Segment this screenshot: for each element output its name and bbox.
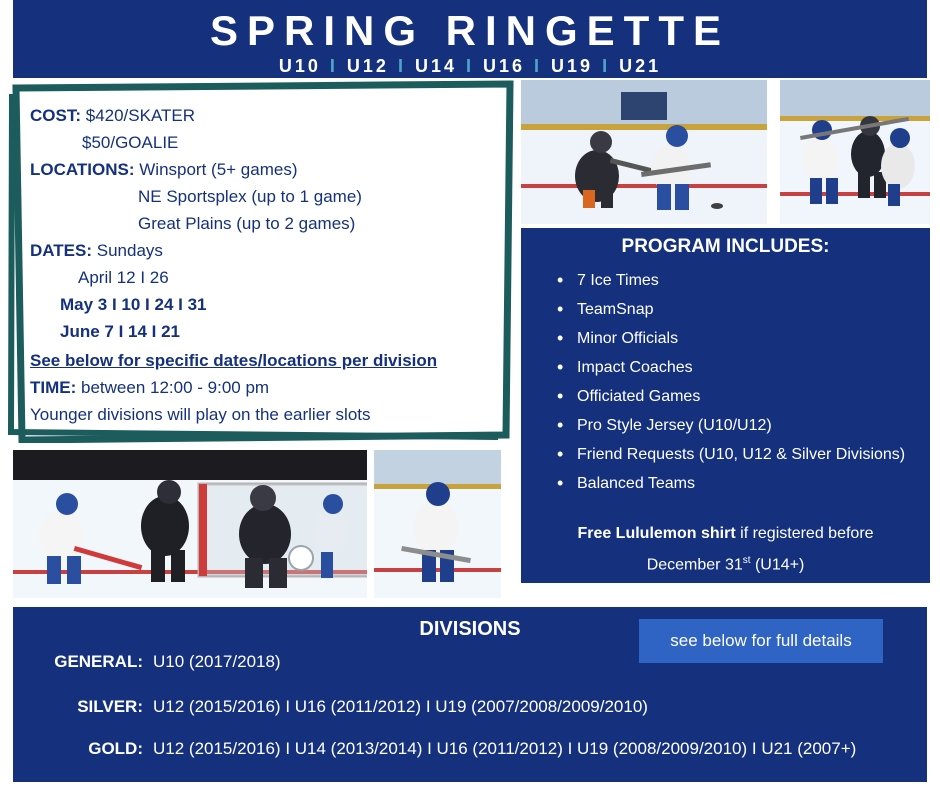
header-division-u10: U10 <box>278 56 321 76</box>
program-info-box <box>8 80 516 443</box>
list-item: • Balanced Teams <box>557 469 930 498</box>
list-item: • Officiated Games <box>557 382 930 411</box>
division-value-gold: U12 (2015/2016) I U14 (2013/2014) I U16 (2011/2012) I U19 (2008/2009/2010) I U21 (2007+) <box>153 739 857 758</box>
promo-eligibility: (U14+) <box>750 556 805 574</box>
program-includes-list <box>521 266 930 498</box>
location-2-row <box>30 183 500 210</box>
promo-deadline: December 31 <box>646 556 743 574</box>
dates-row <box>30 237 500 264</box>
list-item: • 7 Ice Times <box>557 266 930 295</box>
dates-april-row <box>30 264 500 291</box>
table-row <box>13 697 927 717</box>
photo-ringette-action-2 <box>780 80 930 224</box>
location-3-row <box>30 210 500 237</box>
header-separator: I <box>397 56 406 76</box>
list-item: • Friend Requests (U10, U12 & Silver Divisions) <box>557 440 930 469</box>
locations-row <box>30 156 500 183</box>
cost-goalie-row <box>30 129 500 156</box>
header-division-u12: U12 <box>346 56 389 76</box>
goalie-save-photo-icon <box>13 450 367 598</box>
dates-label: DATES: <box>30 241 93 260</box>
promo-line-1 <box>521 520 930 547</box>
promo-line-2 <box>521 547 930 578</box>
division-value-general: U10 (2017/2018) <box>153 652 281 671</box>
cost-row <box>30 102 500 129</box>
header-division-u14: U14 <box>414 56 457 76</box>
division-label-gold: GOLD: <box>88 739 143 758</box>
skater-photo-icon <box>374 450 501 598</box>
ice-rink-photo-icon <box>521 80 767 224</box>
header-separator: I <box>534 56 543 76</box>
program-info-text <box>30 102 500 428</box>
promo-deadline-suffix: st <box>742 555 751 566</box>
list-item: • Pro Style Jersey (U10/U12) <box>557 411 930 440</box>
page-title: SPRING RINGETTE <box>209 7 731 54</box>
page-header <box>13 0 927 78</box>
see-below-details-button[interactable]: see below for full details <box>639 619 883 663</box>
program-promo-note <box>521 520 930 578</box>
cost-label: COST: <box>30 106 81 125</box>
division-label-general: GENERAL: <box>54 652 143 671</box>
cost-goalie-value: $50/GOALIE <box>82 133 179 152</box>
location-2: NE Sportsplex (up to 1 game) <box>138 187 362 206</box>
header-division-u16: U16 <box>483 56 526 76</box>
photo-ringette-action-1 <box>521 80 767 224</box>
divisions-panel <box>13 607 927 782</box>
header-separator: I <box>602 56 611 76</box>
header-separator: I <box>465 56 474 76</box>
division-label-silver: SILVER: <box>77 697 143 716</box>
dates-may-row <box>30 291 500 318</box>
list-item: • TeamSnap <box>557 295 930 324</box>
header-separator: I <box>329 56 338 76</box>
see-below-link[interactable]: See below for specific dates/locations per division <box>30 351 438 370</box>
dates-may: May 3 I 10 I 24 I 31 <box>60 295 207 314</box>
dates-april: April 12 I 26 <box>78 268 169 287</box>
time-row <box>30 374 500 401</box>
dates-value: Sundays <box>96 241 163 260</box>
locations-label: LOCATIONS: <box>30 160 135 179</box>
promo-free-shirt: Free Lululemon shirt <box>577 525 736 542</box>
division-value-silver: U12 (2015/2016) I U16 (2011/2012) I U19 (2007/2008/2009/2010) <box>153 697 648 716</box>
program-includes-title: PROGRAM INCLUDES: <box>621 236 830 257</box>
list-item: • Minor Officials <box>557 324 930 353</box>
location-3: Great Plains (up to 2 games) <box>138 214 356 233</box>
list-item: • Impact Coaches <box>557 353 930 382</box>
header-division-u19: U19 <box>551 56 594 76</box>
younger-divisions-note: Younger divisions will play on the earlier slots <box>30 405 371 424</box>
program-includes-panel <box>521 228 930 583</box>
divisions-title: DIVISIONS <box>419 618 521 640</box>
time-value: between 12:00 - 9:00 pm <box>81 378 270 397</box>
cost-value: $420/SKATER <box>85 106 196 125</box>
dates-june: June 7 I 14 I 21 <box>60 322 181 341</box>
header-division-u21: U21 <box>619 56 662 76</box>
table-row <box>13 739 927 759</box>
header-division-list <box>13 56 927 76</box>
net-scramble-photo-icon <box>780 80 930 224</box>
time-label: TIME: <box>30 378 77 397</box>
location-1: Winsport (5+ games) <box>139 160 298 179</box>
promo-condition: if registered before <box>735 525 874 542</box>
photo-ringette-action-4 <box>374 450 501 598</box>
dates-june-row <box>30 318 500 345</box>
photo-ringette-action-3 <box>13 450 367 598</box>
table-row <box>13 652 927 672</box>
